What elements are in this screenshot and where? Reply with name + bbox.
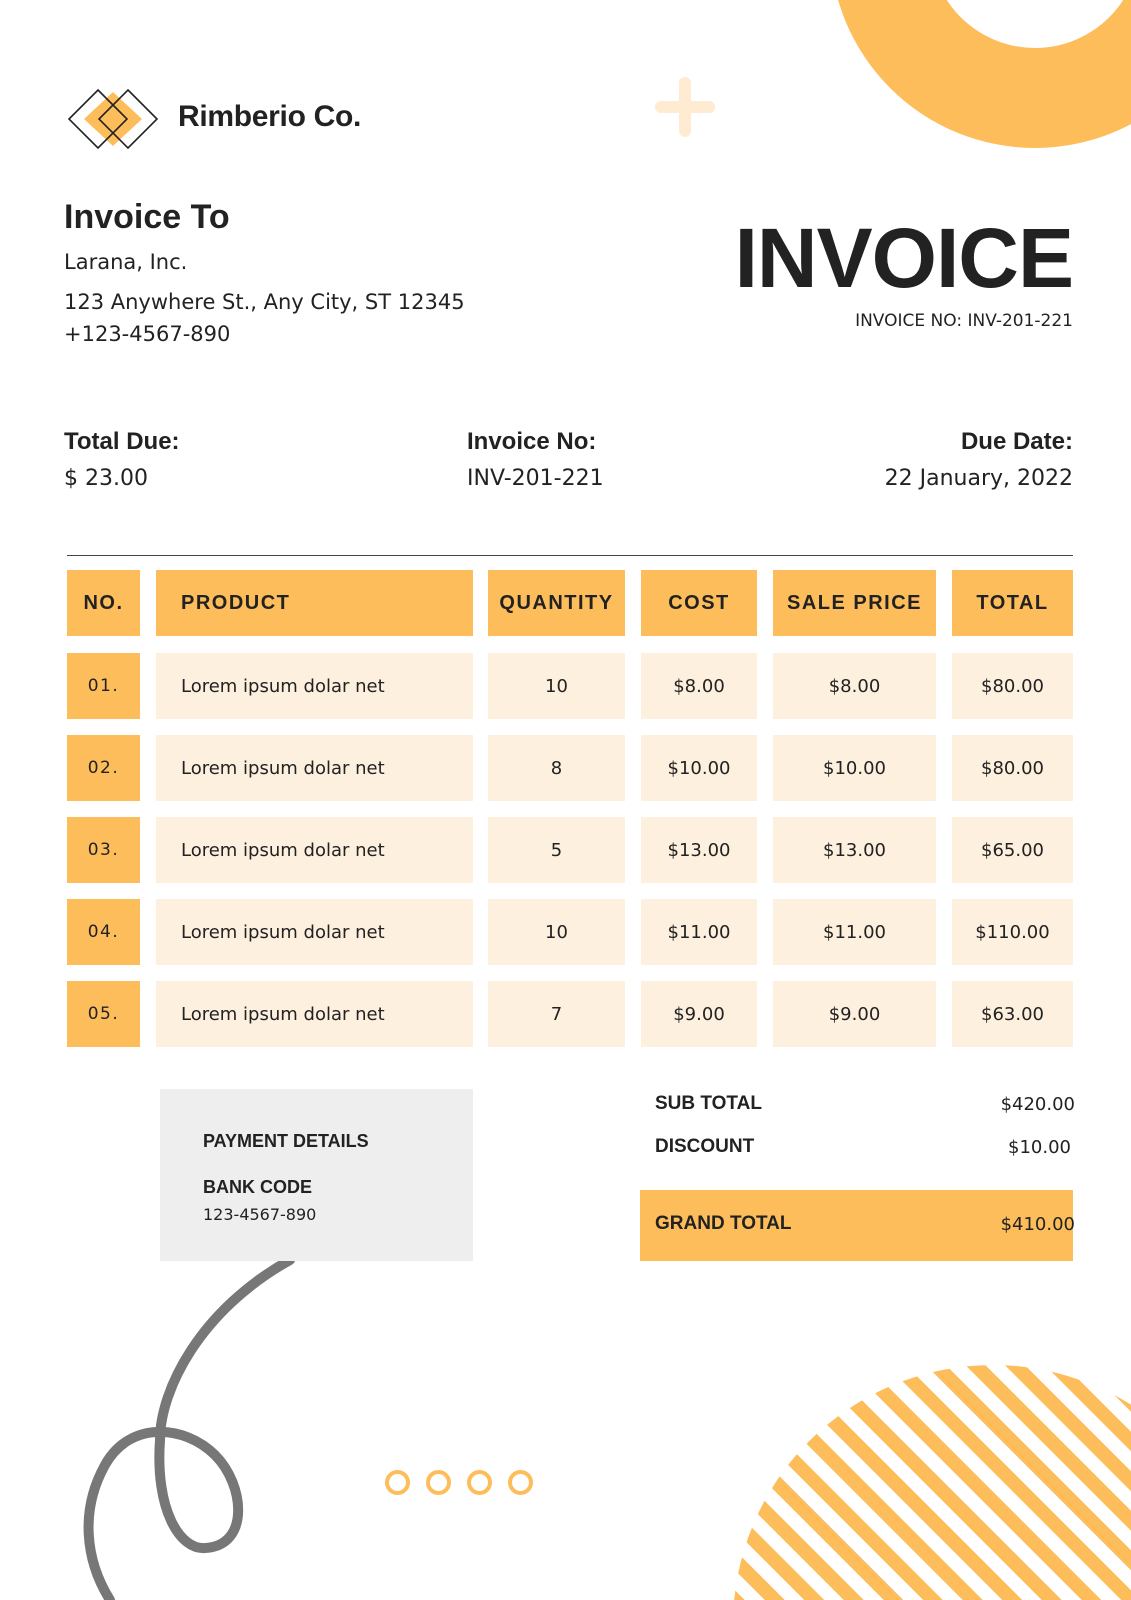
- row-quantity: 7: [488, 981, 625, 1047]
- row-cost: $8.00: [641, 653, 757, 719]
- row-quantity: 10: [488, 653, 625, 719]
- row-sale-price: $11.00: [773, 899, 936, 965]
- invoice-no-label: Invoice No:: [467, 428, 597, 455]
- divider: [67, 555, 1073, 556]
- invoice-to-heading: Invoice To: [64, 198, 230, 236]
- client-address: 123 Anywhere St., Any City, ST 12345: [64, 290, 465, 314]
- circle-icon: [508, 1470, 533, 1495]
- total-due-value: $ 23.00: [64, 466, 148, 491]
- sub-total-value: $420.00: [1000, 1094, 1075, 1115]
- circle-icon: [426, 1470, 451, 1495]
- payment-details-title: PAYMENT DETAILS: [203, 1131, 369, 1151]
- header-no: NO.: [67, 570, 140, 636]
- row-product: Lorem ipsum dolar net: [156, 899, 473, 965]
- row-sale-price: $13.00: [773, 817, 936, 883]
- row-sale-price: $10.00: [773, 735, 936, 801]
- header-cost: COST: [641, 570, 757, 636]
- row-total: $65.00: [952, 817, 1073, 883]
- row-sale-price: $8.00: [773, 653, 936, 719]
- client-phone: +123-4567-890: [64, 322, 231, 346]
- row-no: 05.: [67, 981, 140, 1047]
- row-total: $63.00: [952, 981, 1073, 1047]
- payment-details-panel: [160, 1089, 473, 1261]
- page-title: INVOICE: [734, 211, 1073, 305]
- plus-decoration-icon: [655, 77, 715, 137]
- bank-code-value: 123-4567-890: [203, 1205, 317, 1224]
- row-cost: $11.00: [641, 899, 757, 965]
- discount-label: DISCOUNT: [655, 1136, 755, 1157]
- striped-circle-decoration: [733, 1365, 1131, 1600]
- due-date-value: 22 January, 2022: [884, 466, 1073, 491]
- dots-decoration: [385, 1470, 533, 1495]
- grand-total-label: GRAND TOTAL: [655, 1213, 792, 1234]
- row-product: Lorem ipsum dolar net: [156, 735, 473, 801]
- total-due-label: Total Due:: [64, 428, 180, 455]
- row-total: $80.00: [952, 653, 1073, 719]
- brand-name: Rimberio Co.: [178, 100, 362, 133]
- sub-total-label: SUB TOTAL: [655, 1093, 762, 1114]
- decorative-ring: [830, 0, 1131, 148]
- row-cost: $10.00: [641, 735, 757, 801]
- diamond-logo-icon: [66, 88, 160, 150]
- row-no: 02.: [67, 735, 140, 801]
- bank-code-label: BANK CODE: [203, 1177, 313, 1197]
- row-cost: $13.00: [641, 817, 757, 883]
- invoice-number-line: INVOICE NO: INV-201-221: [855, 311, 1073, 331]
- circle-icon: [467, 1470, 492, 1495]
- header-sale-price: SALE PRICE: [773, 570, 936, 636]
- header-quantity: QUANTITY: [488, 570, 625, 636]
- row-quantity: 5: [488, 817, 625, 883]
- row-no: 01.: [67, 653, 140, 719]
- squiggle-decoration: [0, 1230, 560, 1600]
- row-product: Lorem ipsum dolar net: [156, 981, 473, 1047]
- header-product: PRODUCT: [156, 570, 473, 636]
- row-no: 03.: [67, 817, 140, 883]
- grand-total-value: $410.00: [1000, 1214, 1075, 1235]
- header-total: TOTAL: [952, 570, 1073, 636]
- client-company: Larana, Inc.: [64, 250, 188, 274]
- row-quantity: 8: [488, 735, 625, 801]
- row-product: Lorem ipsum dolar net: [156, 817, 473, 883]
- row-sale-price: $9.00: [773, 981, 936, 1047]
- discount-value: $10.00: [1008, 1137, 1071, 1158]
- due-date-label: Due Date:: [960, 428, 1073, 455]
- row-cost: $9.00: [641, 981, 757, 1047]
- row-quantity: 10: [488, 899, 625, 965]
- circle-icon: [385, 1470, 410, 1495]
- row-total: $80.00: [952, 735, 1073, 801]
- row-product: Lorem ipsum dolar net: [156, 653, 473, 719]
- row-no: 04.: [67, 899, 140, 965]
- invoice-no-value: INV-201-221: [467, 466, 604, 491]
- row-total: $110.00: [952, 899, 1073, 965]
